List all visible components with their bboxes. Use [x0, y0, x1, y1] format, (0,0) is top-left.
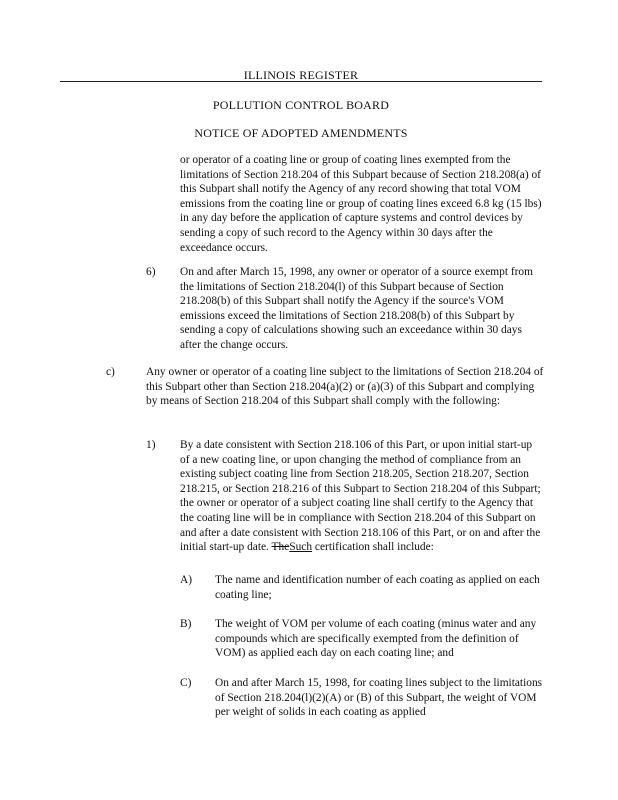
continuation-paragraph: or operator of a coating line or group of coating lines exempted from the limitations of Section 218.204 of this Subpart because of Section 218.208(a) of this Subpart shall notify the Agency of any record showing that total VOM emissions from the coating line or group of coating lines exceed 6.8 kg (15 lbs) in any day before the application of capture systems and control devices by sending a copy of such record to the Agency within 30 days after the exceedance occurs. — [180, 154, 542, 254]
struck-word: The — [271, 541, 290, 554]
item-c-text: Any owner or operator of a coating line subject to the limitations of Section 218.204 of this Subpart other than Section 218.204(a)(2) or (a)(3) of this Subpart and complying by means of Section 218.204 of this Subpart shall comply with the following: — [146, 366, 544, 408]
item-1-label: 1) — [146, 439, 156, 451]
item-c-label: c) — [106, 366, 115, 378]
item-b-label: B) — [180, 618, 192, 630]
item-1-text — [180, 438, 544, 555]
item-1-end-text: certification shall include: — [314, 541, 434, 554]
item-cc-text: On and after March 15, 1998, for coating lines subject to the limitations of Section 218.204(l)(2)(A) or (B) of this Subpart, the weight of VOM per weight of solids in each coating as applied — [215, 677, 543, 719]
notice-title: NOTICE OF ADOPTED AMENDMENTS — [194, 126, 408, 140]
item-6-text: On and after March 15, 1998, any owner or operator of a source exempt from the limitations of Section 218.204(l) of this Subpart because of Section 218.208(b) of this Subpart shall notify the Agency if the source's VOM emissions exceed the limitations of Section 218.208(b) of this Subpart by sending a copy of calculations showing such an exceedance within 30 days after the change occurs. — [180, 266, 533, 351]
item-1-main-text: By a date consistent with Section 218.106 of this Part, or upon initial start-up of a new coating line, or upon changing the method of compliance from an existing subject coating line from Section 218.205, Section 218.207, Section 218.215, or Section 218.216 of this Subpart to Section 218.204 of this Subpart; the owner or operator of a subject coating line shall certify to the Agency that the coating line will be in compliance with Section 218.204 of this Subpart on and after a date consistent with Section 218.106 of this Part, or on and after the initial start-up date. — [180, 439, 541, 554]
item-b-text: The weight of VOM per volume of each coating (minus water and any compounds which are specifically exempted from the definition of VOM) as applied each day on each coating line; and — [215, 618, 537, 660]
item-cc-label: C) — [180, 677, 192, 689]
item-6-label: 6) — [146, 266, 156, 278]
register-title: ILLINOIS REGISTER — [243, 68, 359, 82]
inserted-word: Such — [289, 541, 313, 554]
item-a-label: A) — [180, 574, 193, 586]
board-title: POLLUTION CONTROL BOARD — [212, 98, 390, 112]
item-a-text: The name and identification number of each coating as applied on each coating line; — [215, 574, 540, 601]
